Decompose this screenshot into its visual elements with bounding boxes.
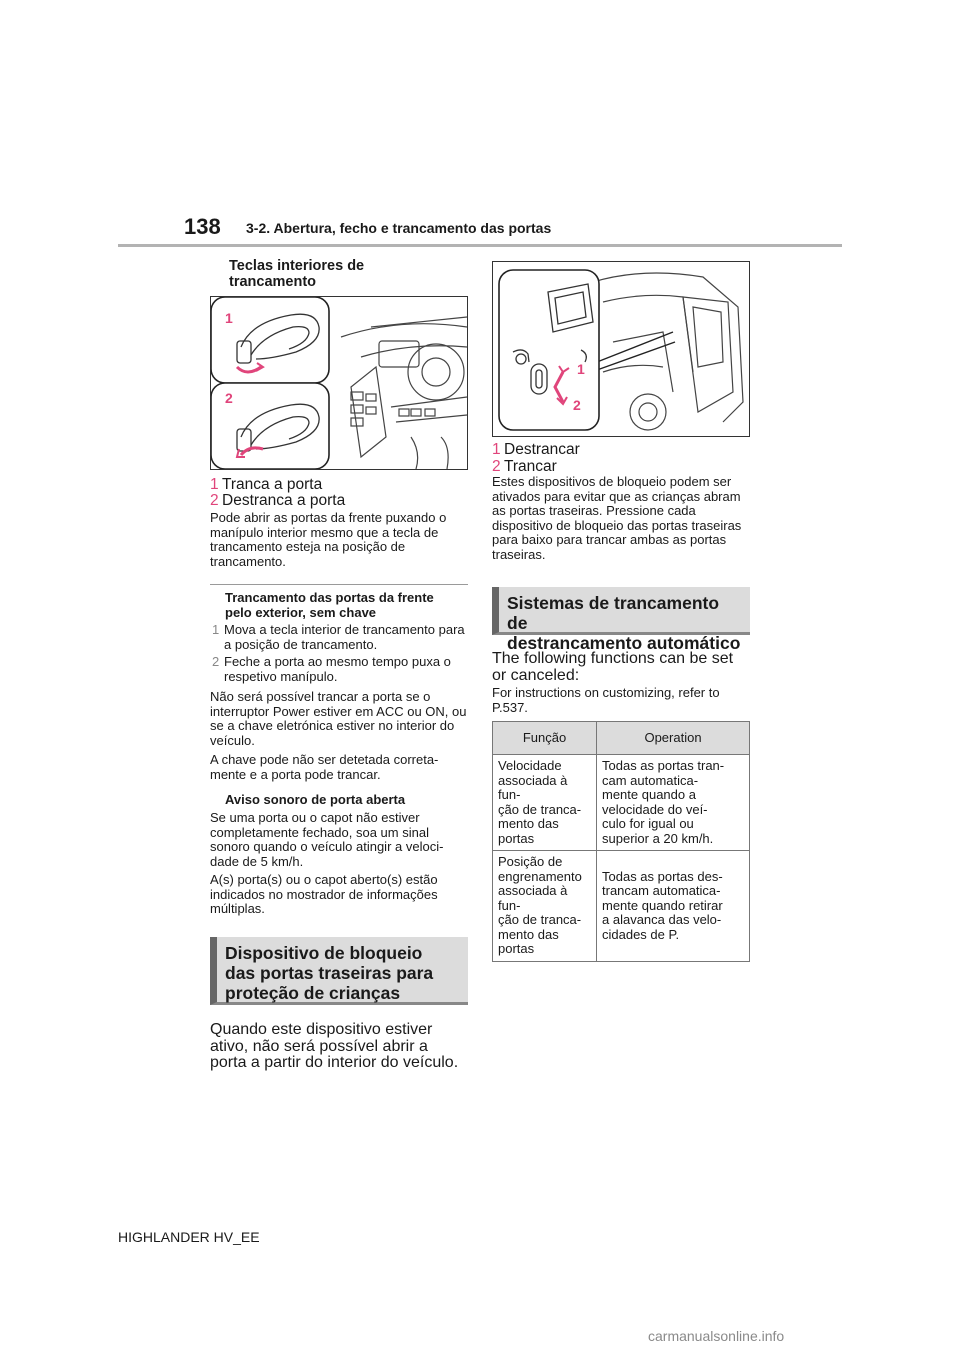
- header-rule: [118, 244, 842, 247]
- figure1-label-1: 1: [225, 310, 233, 326]
- table-row: [493, 755, 750, 851]
- paragraph: A(s) porta(s) ou o capot aberto(s) estão indicados no mostrador de informações múltiplas.: [210, 872, 438, 916]
- figure2-label-1: 1: [577, 361, 585, 377]
- table-header-cell: Operation: [597, 722, 750, 755]
- table-cell: Todas as portas des- trancam automatica- mente quando retirar a alavanca das velo- cidades de P.: [597, 851, 750, 962]
- list-item: 1 Tranca a porta: [210, 476, 323, 493]
- paragraph: Se uma porta ou o capot não estiver completamente fechado, soa um sinal sonoro quando o veículo atingir a veloci- dade de 5 km/h.: [210, 810, 444, 869]
- heading-exterior-lock: Trancamento das portas da frente pelo exterior, sem chave: [225, 590, 434, 620]
- list-item: 2 Destranca a porta: [210, 492, 346, 509]
- list-item: 1 Destrancar: [492, 441, 580, 458]
- paragraph: For instructions on customizing, refer to P.537.: [492, 685, 720, 715]
- heading-door-open-buzzer: Aviso sonoro de porta aberta: [225, 792, 406, 807]
- table-cell: Posição de engrenamento associada à fun- ção de tranca- mento das portas: [493, 851, 597, 962]
- paragraph: A chave pode não ser detetada correta- mente e a porta pode trancar.: [210, 752, 439, 782]
- figure2-label-2: 2: [573, 397, 581, 413]
- paragraph: Estes dispositivos de bloqueio podem ser ativados para evitar que as crianças abram as portas traseiras. Pressione cada dispositivo de bloqueio das portas traseiras para baixo para trancar ambas as portas traseiras.: [492, 474, 742, 562]
- watermark: carmanualsonline.info: [648, 1328, 785, 1344]
- table-cell: Velocidade associada à fun- ção de tranca- mento das portas: [493, 755, 597, 851]
- step-item: 2 Feche a porta ao mesmo tempo puxa o respetivo manípulo.: [212, 654, 451, 684]
- section-title: 3-2. Abertura, fecho e trancamento das portas: [246, 220, 552, 236]
- functions-table: [492, 721, 750, 962]
- paragraph: The following functions can be set or canceled:: [492, 650, 734, 684]
- page-number: 138: [184, 214, 221, 239]
- heading-interior-lock-keys: Teclas interiores de trancamento: [229, 258, 365, 290]
- section-box-auto-lock: Sistemas de trancamento de destrancamento automático: [492, 587, 750, 635]
- figure1-label-2: 2: [225, 390, 233, 406]
- table-header-row: [493, 722, 750, 755]
- list-item: 2 Trancar: [492, 458, 557, 475]
- figure-interior-lock-keys: [210, 296, 468, 470]
- section-box-child-lock: Dispositivo de bloqueio das portas traseiras para proteção de crianças: [210, 937, 468, 1005]
- paragraph: Quando este dispositivo estiver ativo, não será possível abrir a porta a partir do interior do veículo.: [210, 1021, 459, 1071]
- footer-model: HIGHLANDER HV_EE: [118, 1229, 260, 1245]
- step-item: 1 Mova a tecla interior de trancamento para a posição de trancamento.: [212, 622, 465, 652]
- table-header-cell: Função: [493, 722, 597, 755]
- paragraph: Não será possível trancar a porta se o interruptor Power estiver em ACC ou ON, ou se a chave eletrónica estiver no interior do veículo.: [210, 689, 467, 748]
- divider: [210, 584, 468, 585]
- table-cell: Todas as portas tran- cam automatica- mente quando a velocidade do veí- culo for igual ou superior a 20 km/h.: [597, 755, 750, 851]
- figure-child-lock: [492, 261, 750, 437]
- table-row: [493, 851, 750, 962]
- paragraph: Pode abrir as portas da frente puxando o manípulo interior mesmo que a tecla de trancamento esteja na posição de trancamento.: [210, 510, 447, 569]
